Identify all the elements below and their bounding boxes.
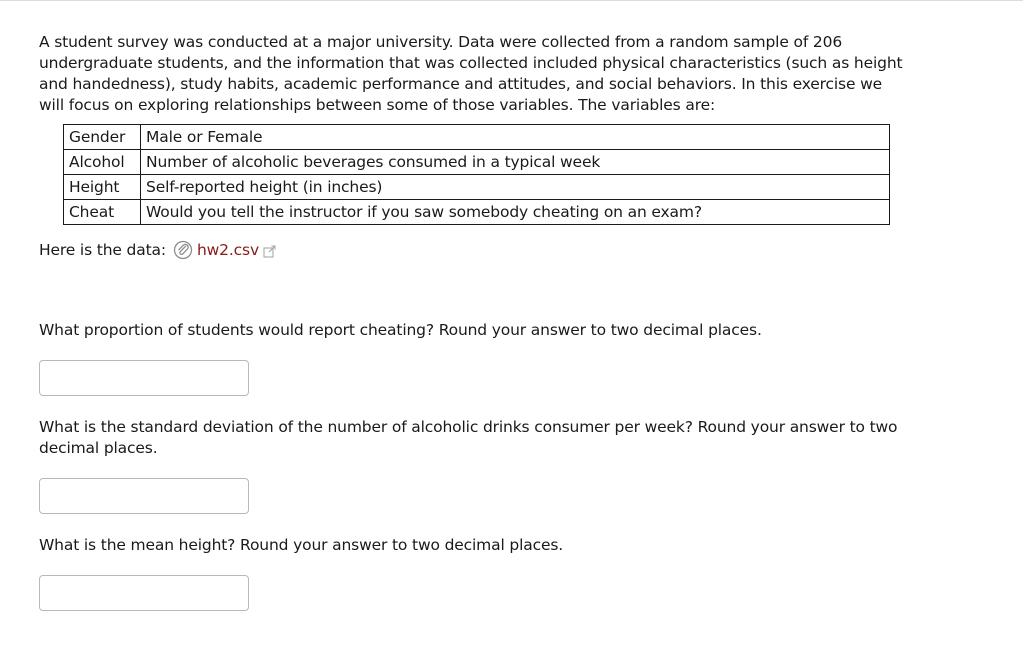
answer-3-input[interactable] — [39, 575, 249, 611]
answer-2-input[interactable] — [39, 478, 249, 514]
question-2-text: What is the standard deviation of the number of alcoholic drinks consumer per week? Round your answer to two decimal places. — [39, 418, 898, 457]
answer-1-input[interactable] — [39, 360, 249, 396]
external-link-icon[interactable] — [263, 244, 276, 257]
data-prefix-label: Here is the data: — [39, 241, 166, 259]
variable-description: Would you tell the instructor if you saw somebody cheating on an exam? — [141, 200, 890, 225]
variables-table — [63, 124, 890, 225]
table-row — [64, 125, 890, 150]
variable-description: Male or Female — [141, 125, 890, 150]
paperclip-icon — [173, 240, 193, 260]
intro-paragraph: A student survey was conducted at a major university. Data were collected from a random sample of 206 undergraduate students, and the information that was collected included physical characteristics (such as height and handedness), study habits, academic performance and attitudes, and social behaviors. In this exercise we will focus on exploring relationships between some of those variables. The variables are: — [39, 33, 903, 114]
table-row — [64, 200, 890, 225]
question-3-text: What is the mean height? Round your answer to two decimal places. — [39, 536, 564, 554]
top-divider — [0, 0, 1023, 1]
question-1-text: What proportion of students would report cheating? Round your answer to two decimal places. — [39, 321, 762, 339]
variable-description: Number of alcoholic beverages consumed in a typical week — [141, 150, 890, 175]
table-row — [64, 150, 890, 175]
variable-name: Gender — [64, 125, 141, 150]
table-row — [64, 175, 890, 200]
variable-name: Height — [64, 175, 141, 200]
variable-description: Self-reported height (in inches) — [141, 175, 890, 200]
variable-name: Cheat — [64, 200, 141, 225]
data-file-line — [39, 239, 276, 261]
data-file-link[interactable]: hw2.csv — [196, 241, 259, 259]
variable-name: Alcohol — [64, 150, 141, 175]
